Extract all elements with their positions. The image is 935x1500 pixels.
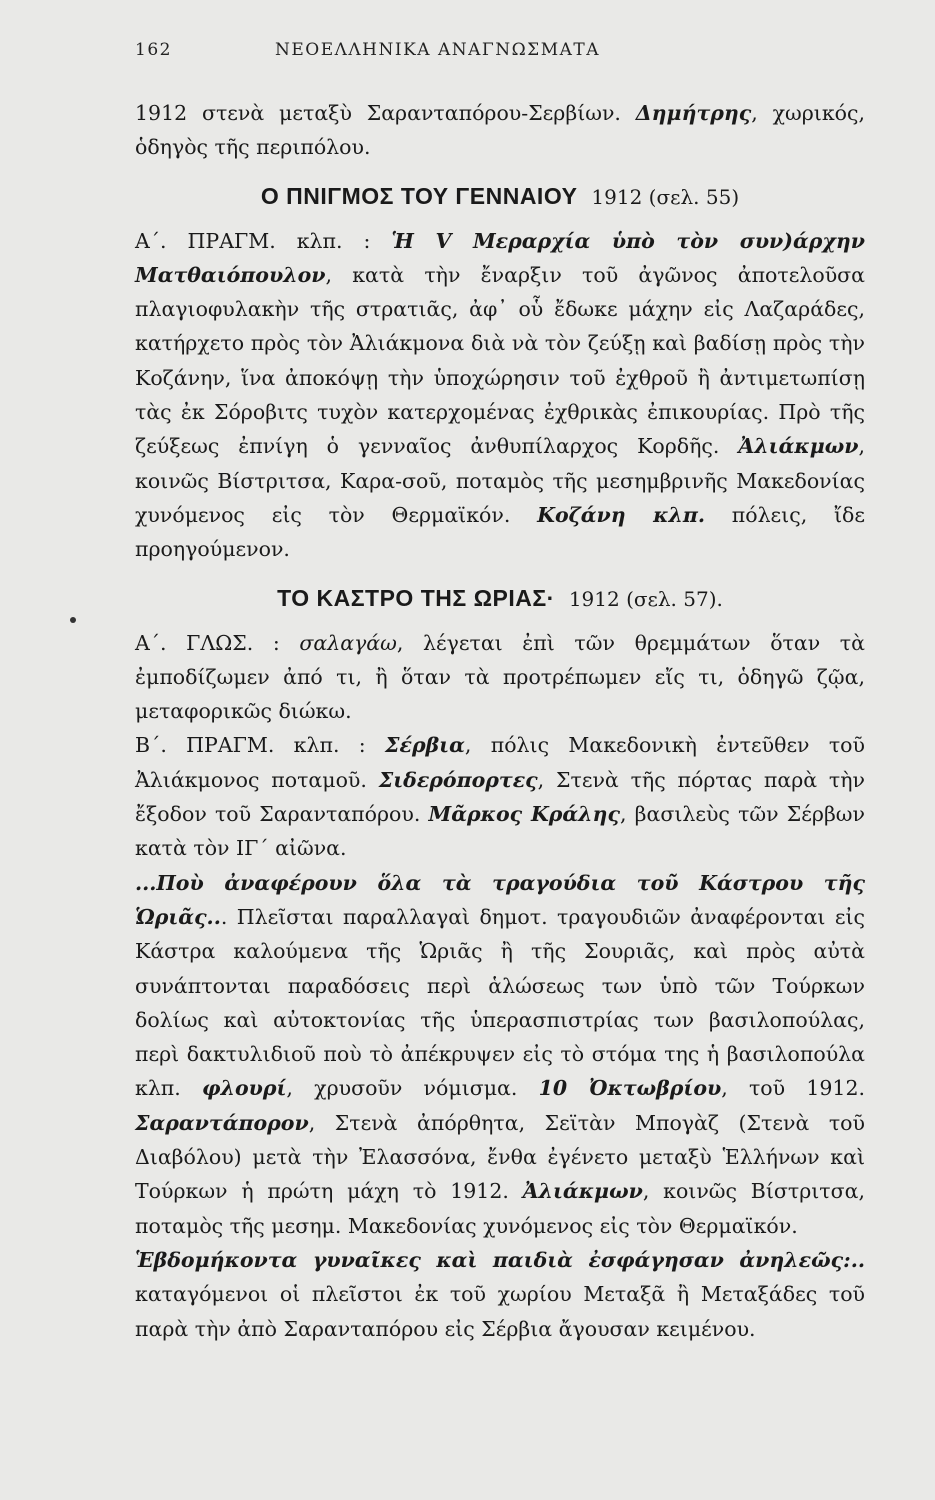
section-heading-kastro: ΤΟ ΚΑΣΤΡΟ ΤΗΣ ΩΡΙΑΣ· 1912 (σελ. 57).: [277, 584, 723, 611]
term-evdomikonta: Ἑβδομήκοντα γυναῖκες καὶ παιδιὰ ἐσφάγησαν ἀνηλεῶς:..: [135, 1247, 865, 1272]
term-dimitris: Δημήτρης: [635, 101, 752, 125]
term-flouri: φλουρί: [202, 1076, 287, 1101]
term-pou-anaferoun: ...Ποὺ ἀναφέρουν ὅλα τὰ τραγούδια τοῦ Κάστρου τῆς Ὡριᾶς..: [135, 870, 865, 929]
term-v-merarchia: Ἡ V Μεραρχία ὑπὸ τὸν συν)άρχην Ματθαιόπουλον: [135, 228, 865, 287]
paragraph-pragm-a: Α΄. ΠΡΑΓΜ. κλπ. : Ἡ V Μεραρχία ὑπὸ τὸν συν)άρχην Ματθαιόπουλον, κατὰ τὴν ἔναρξιν τοῦ ἀγῶνος ἀποτελοῦσα πλαγιοφυλακὴν τῆς στρατιᾶς, ἀφ᾽ οὗ ἔδωκε μάχην εἰς Λαζαράδες, κατήρχετο πρὸς τὸν Ἀλιάκμονα διὰ νὰ τὸν ζεύξῃ καὶ βαδίσῃ πρὸς τὴν Κοζάνην, ἵνα ἀποκόψῃ τὴν ὑποχώρησιν τοῦ ἐχθροῦ ἢ ἀντιμετωπίσῃ τὰς ἐκ Σόροβιτς τυχὸν κατερχομένας ἐχθρικὰς ἐπικουρίας. Πρὸ τῆς ζεύξεως ἐπνίγη ὁ γενναῖος ἀνθυπίλαρχος Κορδῆς. Ἀλιάκμων, κοινῶς Βίστριτσα, Καρα-σοῦ, ποταμὸς τῆς μεσημβρινῆς Μακεδονίας χυνόμενος εἰς τὸν Θερμαϊκόν. Κοζάνη κλπ. πόλεις, ἴδε προηγούμενον.: [135, 228, 865, 562]
term-aliakmon-2: Ἀλιάκμων: [522, 1179, 643, 1204]
term-kozani: Κοζάνη κλπ.: [537, 502, 705, 527]
term-10-oktovriou: 10 Ὀκτωβρίου: [538, 1076, 722, 1101]
term-sarantaporon: Σαραντάπορον: [135, 1110, 309, 1135]
page-body: [135, 96, 865, 1346]
term-aliakmon: Ἀλιάκμων: [738, 434, 859, 459]
paragraph-tragoudia: ...Ποὺ ἀναφέρουν ὅλα τὰ τραγούδια τοῦ Κάστρου τῆς Ὡριᾶς... Πλεῖσται παραλλαγαὶ δημοτ. τραγουδιῶν ἀναφέρονται εἰς Κάστρα καλούμενα τῆς Ὡριᾶς ἢ τῆς Σουριᾶς, καὶ πρὸς αὐτὰ συνάπτονται παραδόσεις περὶ ἁλώσεως των ὑπὸ τῶν Τούρκων δολίως καὶ αὐτοκτονίας τῆς ὑπερασπιστρίας των βασιλοπούλας, περὶ δακτυλιδιοῦ ποὺ τὸ ἀπέκρυψεν εἰς τὸ στόμα της ἡ βασιλοπούλα κλπ. φλουρί, χρυσοῦν νόμισμα. 10 Ὀκτωβρίου, τοῦ 1912. Σαραντάπορον, Στενὰ ἀπόρθητα, Σεϊτὰν Μπογὰζ (Στενὰ τοῦ Διαβόλου) μετὰ τὴν Ἐλασσόνα, ἔνθα ἐγένετο μεταξὺ Ἑλλήνων καὶ Τούρκων ἡ πρώτη μάχη τὸ 1912. Ἀλιάκμων, κοινῶς Βίστριτσα, ποταμὸς τῆς μεσημ. Μακεδονίας χυνόμενος εἰς τὸν Θερμαϊκόν.: [135, 870, 866, 1238]
term-salagao: σαλαγάω: [299, 630, 397, 655]
paragraph-evdomikonta: Ἑβδομήκοντα γυναῖκες καὶ παιδιὰ ἐσφάγησαν ἀνηλεῶς:.. καταγόμενοι οἱ πλεῖστοι ἐκ τοῦ χωρίου Μεταξᾶ ἢ Μεταξάδες τοῦ παρὰ τὴν ἀπὸ Σαρανταπόρου εἰς Σέρβια ἄγουσαν κειμένου.: [135, 1247, 865, 1341]
paragraph-glos: Α΄. ΓΛΩΣ. : σαλαγάω, λέγεται ἐπὶ τῶν θρεμμάτων ὅταν τὰ ἐμποδίζωμεν ἀπό τι, ἢ ὅταν τὰ προτρέπωμεν εἴς τι, ὁδηγῶ ζῷα, μεταφορικῶς διώκω.: [135, 630, 865, 724]
section-heading-pnigmos: Ο ΠΝΙΓΜΟΣ ΤΟΥ ΓΕΝΝΑΙΟΥ 1912 (σελ. 55): [260, 182, 740, 209]
term-markos-kralis: Μᾶρκος Κράλης: [428, 802, 620, 827]
paragraph-intro: 1912 στενὰ μεταξὺ Σαρανταπόρου-Σερβίων. Δημήτρης, χωρικός, ὁδηγὸς τῆς περιπόλου.: [135, 101, 865, 160]
running-title: ΝΕΟΕΛΛΗΝΙΚΑ ΑΝΑΓΝΩΣΜΑΤΑ: [275, 40, 600, 60]
term-servia: Σέρβια: [384, 733, 465, 758]
term-sideroportes: Σιδερόπορτες: [378, 767, 538, 792]
page-number: 162: [135, 40, 172, 60]
margin-dot: [70, 617, 76, 623]
paragraph-pragm-b: Β΄. ΠΡΑΓΜ. κλπ. : Σέρβια, πόλις Μακεδονικὴ ἐντεῦθεν τοῦ Ἀλιάκμονος ποταμοῦ. Σιδερόπορτες, Στενὰ τῆς πόρτας παρὰ τὴν ἔξοδον τοῦ Σαρανταπόρου. Μᾶρκος Κράλης, βασιλεὺς τῶν Σέρβων κατὰ τὸν ΙΓ΄ αἰῶνα.: [135, 733, 866, 861]
running-header: [135, 40, 865, 74]
